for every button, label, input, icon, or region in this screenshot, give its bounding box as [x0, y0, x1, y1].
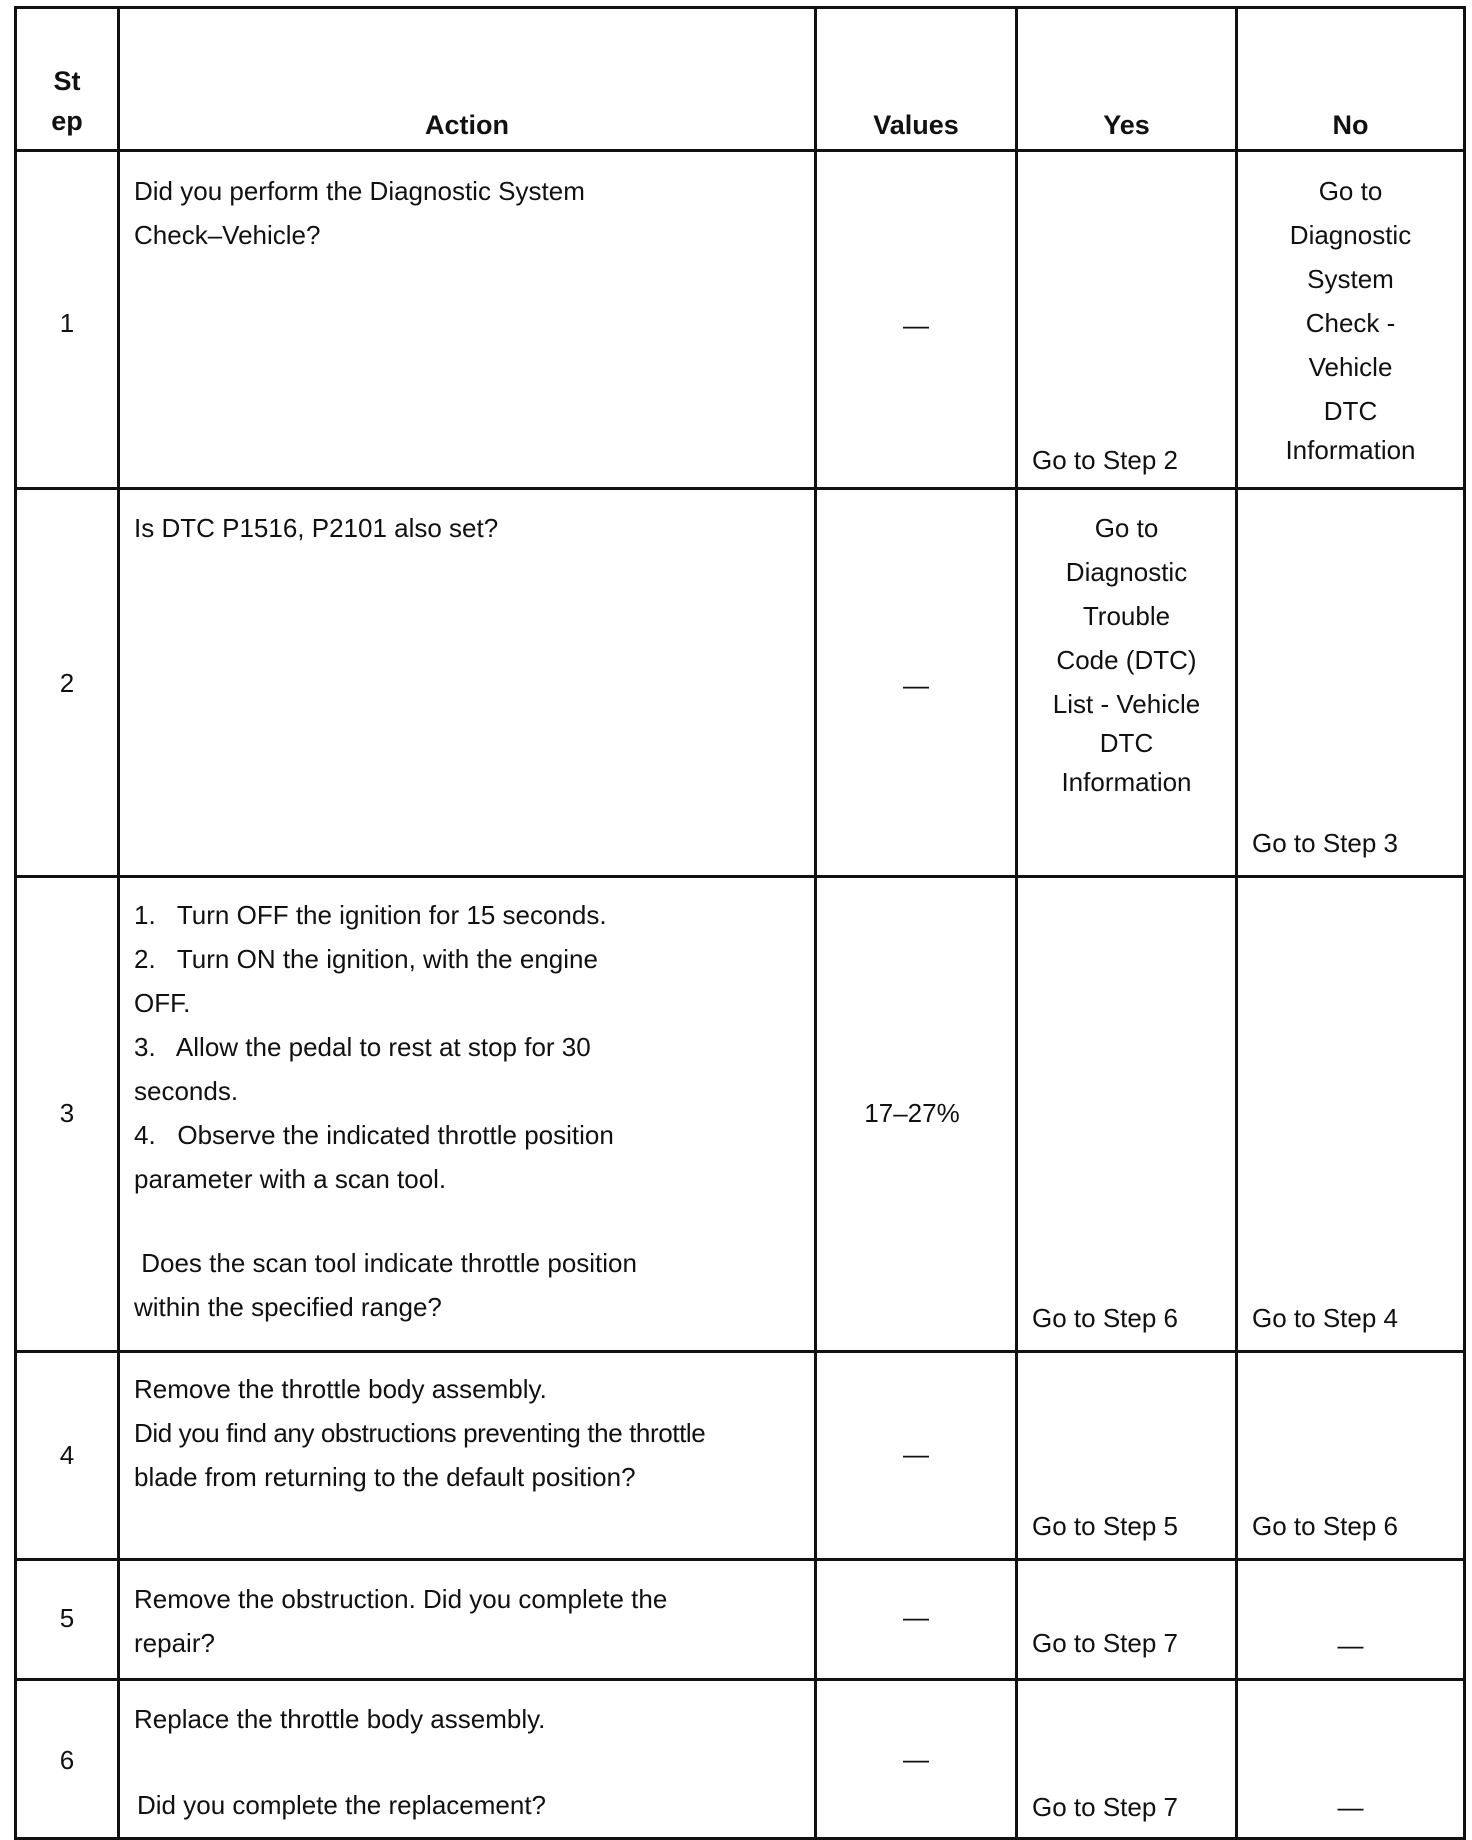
- header-step-line: ep: [51, 106, 83, 136]
- header-values: Values: [873, 110, 959, 140]
- step-number: 3: [59, 1098, 75, 1128]
- value-text: —: [903, 310, 929, 340]
- no-link[interactable]: Go to Step 6: [1252, 1511, 1398, 1541]
- header-action: Action: [425, 110, 509, 140]
- link-line: DTC: [1323, 396, 1378, 426]
- link-line: Go to: [1318, 176, 1383, 206]
- action-line: [134, 1741, 804, 1783]
- link-line: Go to: [1094, 513, 1159, 543]
- action-line: Remove the throttle body assembly.: [134, 1374, 547, 1404]
- row-divider: [17, 1350, 1463, 1353]
- value-text: —: [903, 1439, 929, 1469]
- action-line: OFF.: [134, 988, 191, 1018]
- action-line: within the specified range?: [134, 1292, 442, 1322]
- row-divider: [17, 487, 1463, 490]
- header-no: No: [1332, 110, 1369, 140]
- yes-link[interactable]: Go to Step 2: [1032, 445, 1178, 475]
- action-text: [134, 1577, 804, 1665]
- link-line: List - Vehicle: [1052, 689, 1201, 719]
- link-line: System: [1307, 264, 1394, 294]
- column-divider: [117, 9, 120, 1837]
- link-line: Information: [1285, 435, 1416, 465]
- link-line: Information: [1061, 767, 1192, 797]
- link-line: Trouble: [1082, 601, 1171, 631]
- no-link[interactable]: Go to Step 3: [1252, 828, 1398, 858]
- header-yes: Yes: [1103, 110, 1150, 140]
- yes-link[interactable]: Go to Step 6: [1032, 1303, 1178, 1333]
- action-line: Check–Vehicle?: [134, 220, 321, 250]
- action-line: Did you find any obstructions preventing the throttle: [134, 1418, 706, 1448]
- value-text: —: [903, 670, 929, 700]
- action-line: blade from returning to the default position?: [134, 1462, 636, 1492]
- column-divider: [1015, 9, 1018, 1837]
- action-line: Did you perform the Diagnostic System: [134, 176, 585, 206]
- row-divider: [17, 875, 1463, 878]
- value-text: —: [903, 1602, 929, 1632]
- action-line: 3. Allow the pedal to rest at stop for 30: [134, 1032, 591, 1062]
- yes-link[interactable]: Go to Step 5: [1032, 1511, 1178, 1541]
- step-number: 1: [59, 308, 75, 338]
- step-number: 5: [59, 1603, 75, 1633]
- value-text: —: [903, 1744, 929, 1774]
- action-line: Is DTC P1516, P2101 also set?: [134, 513, 499, 543]
- action-line: seconds.: [134, 1076, 239, 1106]
- action-text: [134, 506, 804, 550]
- action-line: Replace the throttle body assembly.: [134, 1704, 546, 1734]
- step-number: 4: [59, 1440, 75, 1470]
- action-text: [134, 893, 804, 1329]
- action-line: 4. Observe the indicated throttle position: [134, 1120, 614, 1150]
- no-value: —: [1337, 1792, 1364, 1822]
- action-line: Did you complete the replacement?: [137, 1790, 547, 1820]
- link-line: DTC: [1099, 728, 1154, 758]
- step-number: 6: [59, 1745, 75, 1775]
- step-number: 2: [59, 668, 75, 698]
- yes-link[interactable]: [1018, 506, 1235, 804]
- action-line: parameter with a scan tool.: [134, 1164, 447, 1194]
- row-divider: [17, 1678, 1463, 1681]
- row-divider: [17, 1558, 1463, 1561]
- header-step: [17, 61, 117, 141]
- link-line: Diagnostic: [1065, 557, 1188, 587]
- action-line: [134, 1201, 804, 1241]
- action-line: 1. Turn OFF the ignition for 15 seconds.: [134, 900, 607, 930]
- no-link[interactable]: [1238, 169, 1463, 467]
- link-line: Vehicle: [1308, 352, 1393, 382]
- action-text: [134, 169, 804, 257]
- column-divider: [814, 9, 817, 1837]
- action-text: [134, 1697, 804, 1827]
- header-step-line: St: [53, 66, 81, 96]
- action-line: Remove the obstruction. Did you complete the: [134, 1584, 668, 1614]
- link-line: Diagnostic: [1289, 220, 1412, 250]
- value-text: 17–27%: [864, 1098, 960, 1128]
- yes-link[interactable]: Go to Step 7: [1032, 1628, 1178, 1658]
- action-line: repair?: [134, 1628, 215, 1658]
- link-line: Check -: [1305, 308, 1396, 338]
- diagnostic-table: [14, 6, 1466, 1840]
- no-link[interactable]: Go to Step 4: [1252, 1303, 1398, 1333]
- link-line: Code (DTC): [1056, 645, 1197, 675]
- action-text: [134, 1367, 814, 1499]
- yes-link[interactable]: Go to Step 7: [1032, 1792, 1178, 1822]
- action-line: 2. Turn ON the ignition, with the engine: [134, 944, 598, 974]
- no-value: —: [1337, 1630, 1364, 1660]
- row-divider: [17, 149, 1463, 152]
- action-line: Does the scan tool indicate throttle position: [134, 1248, 637, 1278]
